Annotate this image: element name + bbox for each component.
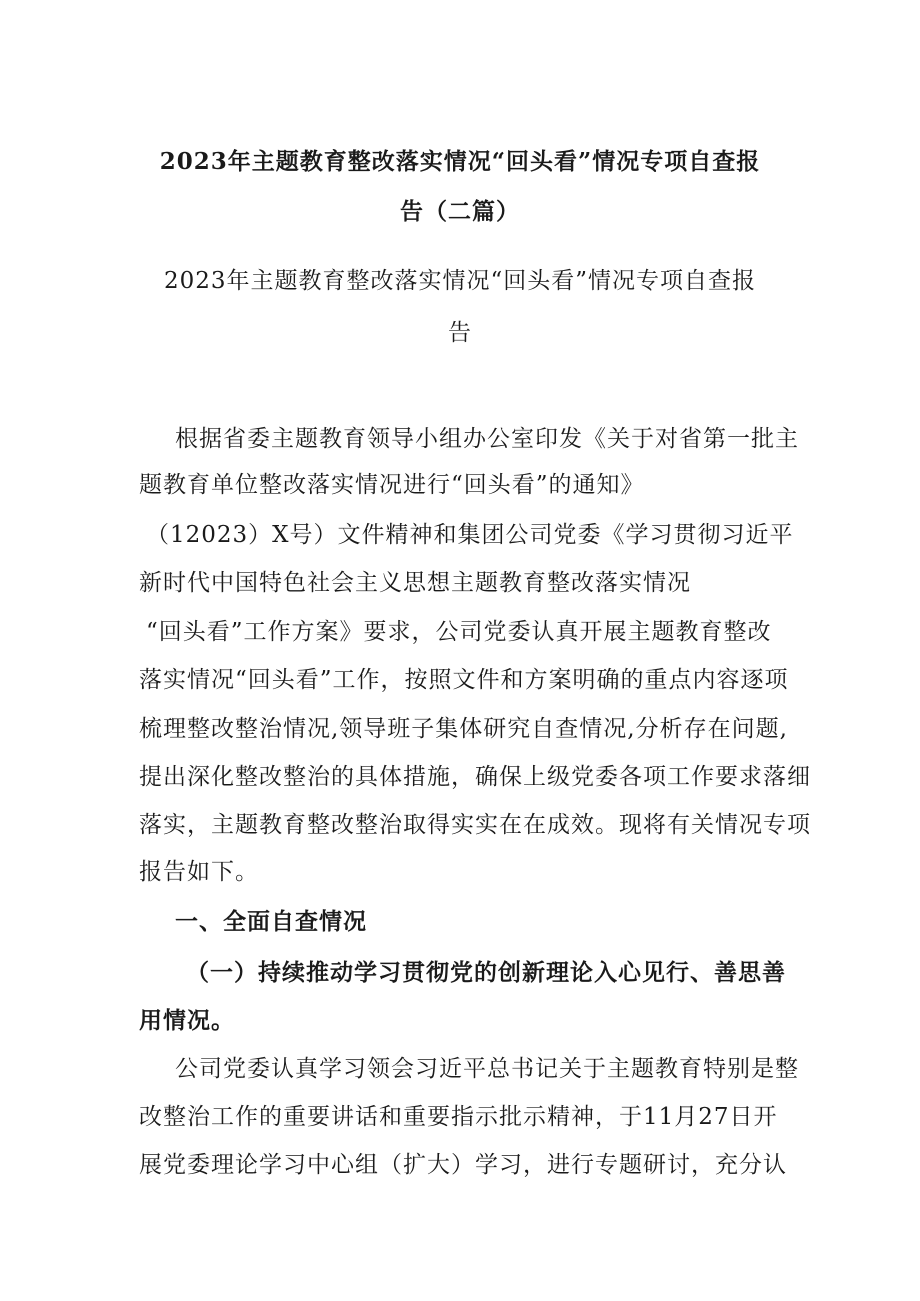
subsection-heading-line-2: 用情况。 — [139, 1007, 235, 1034]
paragraph-line: “回头看”工作方案》要求，公司党委认真开展主题教育整改 — [146, 619, 772, 645]
document-title-line-1: 2023年主题教育整改落实情况“回头看”情况专项自查报 — [159, 148, 761, 175]
paragraph-line: 题教育单位整改落实情况进行“回头看”的通知》 — [139, 472, 645, 498]
paragraph-line: 报告如下。 — [139, 859, 259, 885]
paragraph-line: 落实情况“回头看”工作，按照文件和方案明确的重点内容逐项 — [139, 667, 789, 693]
subsection-heading-line-1: （一）持续推动学习贯彻党的创新理论入心见行、善思善 — [186, 959, 786, 986]
paragraph-line: 展党委理论学习中心组（扩大）学习，进行专题研讨，充分认 — [139, 1152, 787, 1178]
paragraph-line: 根据省委主题教育领导小组办公室印发《关于对省第一批主 — [175, 426, 799, 452]
paragraph-line: 改整治工作的重要讲话和重要指示批示精神，于11月27日开 — [139, 1104, 778, 1130]
paragraph-line: 公司党委认真学习领会习近平总书记关于主题教育特别是整 — [175, 1056, 799, 1082]
paragraph-line: 梳理整改整治情况,领导班子集体研究自查情况,分析存在问题, — [139, 716, 788, 742]
paragraph-line: 新时代中国特色社会主义思想主题教育整改落实情况 — [139, 570, 691, 596]
paragraph-line: 落实，主题教育整改整治取得实实在在成效。现将有关情况专项 — [139, 812, 811, 838]
section-heading: 一、全面自查情况 — [175, 908, 367, 935]
paragraph-line: （12023）X号）文件精神和集团公司党委《学习贯彻习近平 — [146, 522, 794, 548]
report-title-line-2: 告 — [448, 320, 472, 346]
report-title-line-1: 2023年主题教育整改落实情况“回头看”情况专项自查报 — [163, 268, 757, 294]
paragraph-line: 提出深化整改整治的具体措施，确保上级党委各项工作要求落细 — [139, 764, 811, 790]
document-title-line-2: 告（二篇） — [400, 198, 520, 225]
